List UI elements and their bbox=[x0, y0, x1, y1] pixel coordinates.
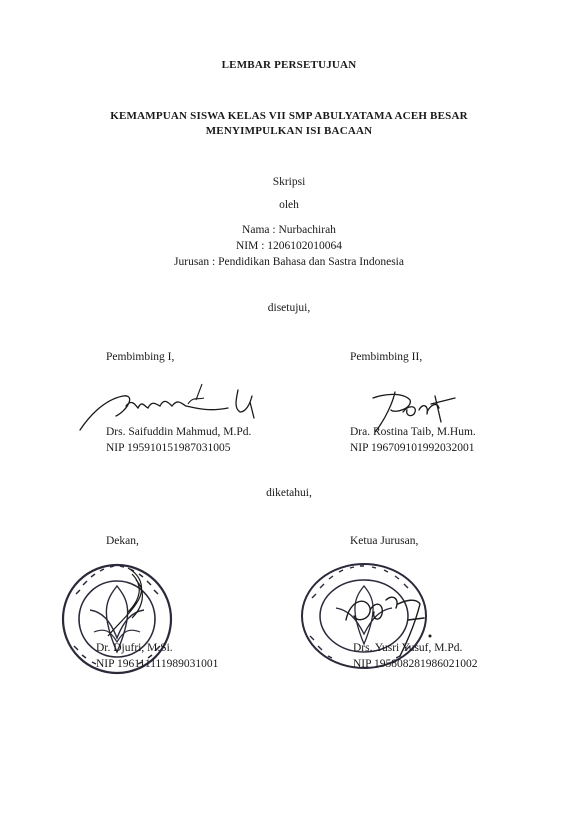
dean-nip: NIP 196111111989031001 bbox=[96, 658, 219, 670]
document-heading: LEMBAR PERSETUJUAN bbox=[221, 59, 357, 71]
supervisor2-nip: NIP 196709101992032001 bbox=[350, 442, 475, 454]
head-name: Drs. Yusri Yusuf, M.Pd. bbox=[353, 642, 463, 654]
author-department: Jurusan : Pendidikan Bahasa dan Sastra Indonesia bbox=[174, 256, 404, 268]
author-name: Nama : Nurbachirah bbox=[242, 224, 336, 236]
supervisor2-role: Pembimbing II, bbox=[350, 351, 423, 363]
supervisor1-nip: NIP 195910151987031005 bbox=[106, 442, 231, 454]
document-type: Skripsi bbox=[272, 176, 306, 188]
document-by: oleh bbox=[279, 199, 299, 211]
supervisor1-role: Pembimbing I, bbox=[106, 351, 175, 363]
document-title-line2: MENYIMPULKAN ISI BACAAN bbox=[205, 125, 373, 137]
approved-label: disetujui, bbox=[267, 302, 311, 314]
supervisor2-name: Dra. Rostina Taib, M.Hum. bbox=[350, 426, 476, 438]
author-nim: NIM : 1206102010064 bbox=[235, 240, 343, 252]
dean-role: Dekan, bbox=[106, 535, 139, 547]
head-role: Ketua Jurusan, bbox=[350, 535, 419, 547]
known-label: diketahui, bbox=[266, 487, 312, 499]
dean-name: Dr. Djufri, M.Si. bbox=[96, 642, 173, 654]
supervisor1-name: Drs. Saifuddin Mahmud, M.Pd. bbox=[106, 426, 252, 438]
supervisor1-signature bbox=[78, 378, 268, 432]
document-title-line1: KEMAMPUAN SISWA KELAS VII SMP ABULYATAMA ACEH BESAR bbox=[110, 110, 468, 122]
head-nip: NIP 195808281986021002 bbox=[353, 658, 478, 670]
